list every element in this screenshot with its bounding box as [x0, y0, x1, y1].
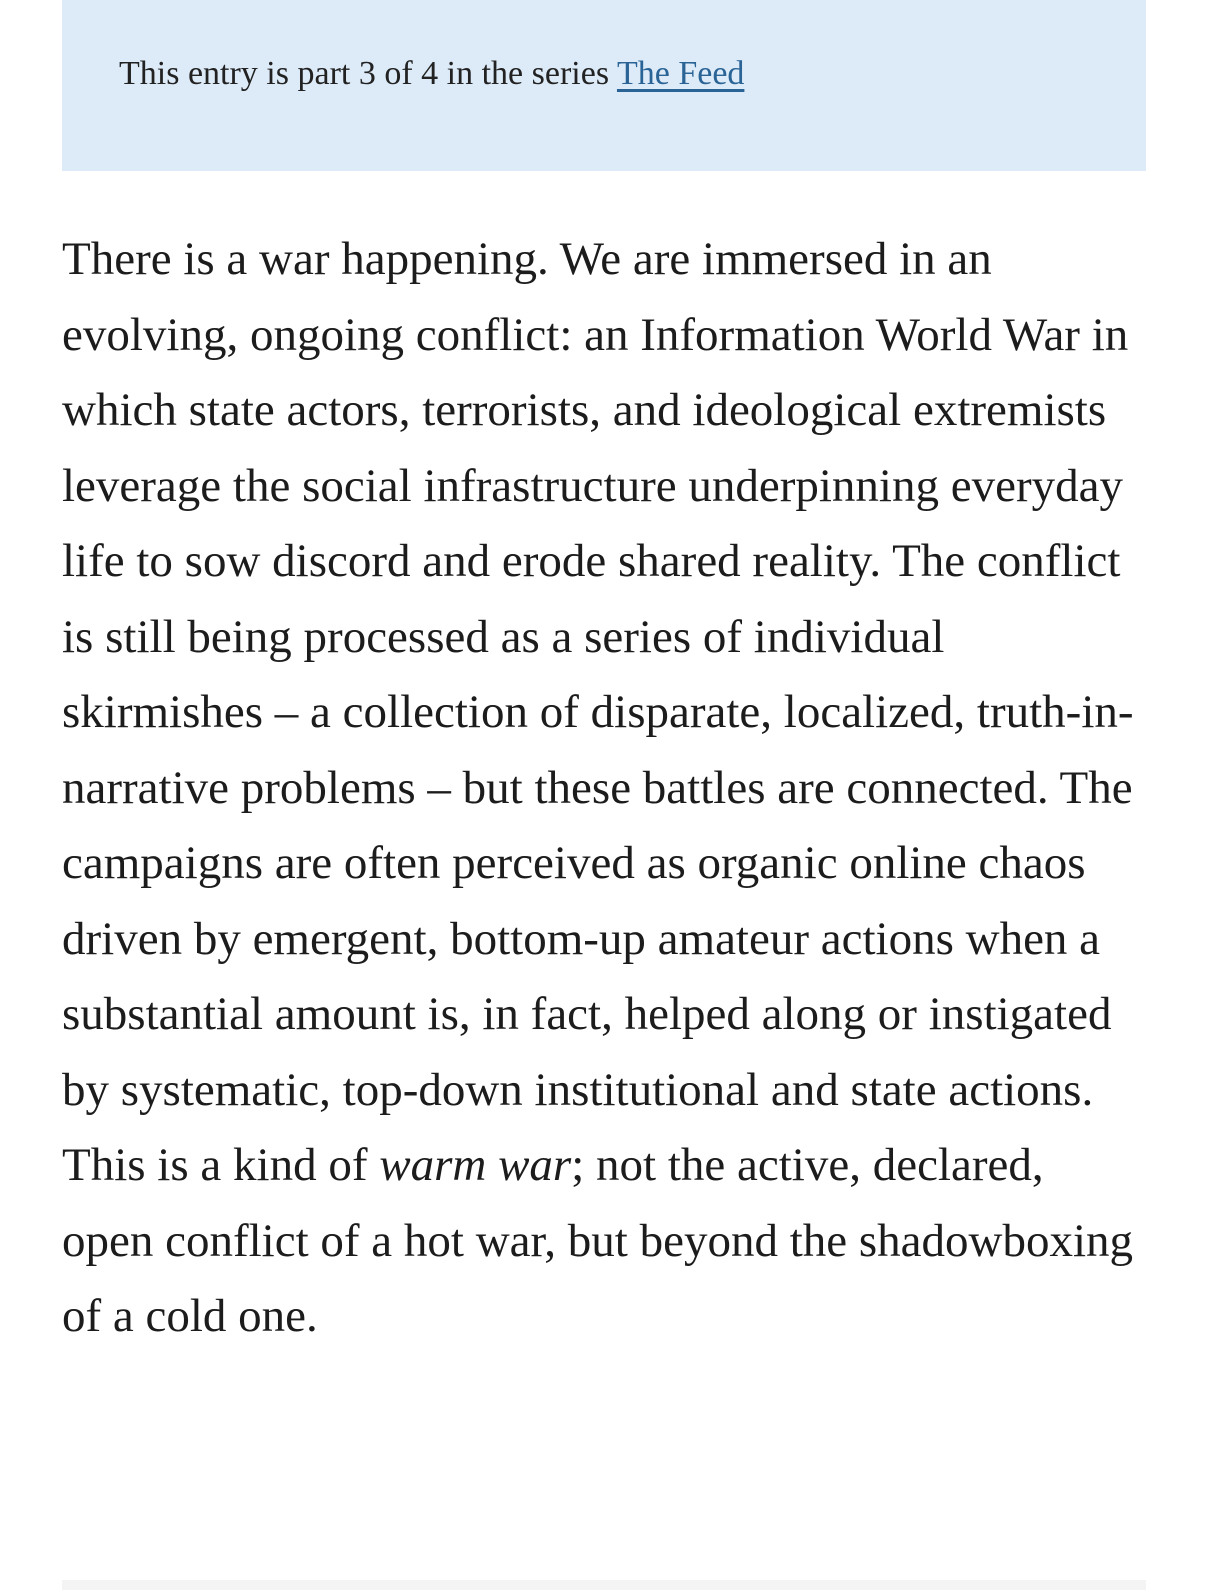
series-banner-text	[62, 0, 1146, 98]
paragraph-italic-phrase: warm war	[379, 1139, 572, 1191]
series-link[interactable]: The Feed	[616, 55, 745, 92]
next-section-box-edge	[62, 1580, 1146, 1590]
series-banner-label: This entry is part 3 of 4 in the series	[119, 55, 617, 92]
article-body	[62, 222, 1146, 1355]
article-paragraph	[62, 222, 1146, 1355]
paragraph-part-1: There is a war happening. We are immersed in an evolving, ongoing conflict: an Information World War in which state actors, terrorists, and ideological extremists leverage the social infrastructure underpinning everyday life to sow discord and erode shared reality. The conflict is still being processed as a series of individual skirmishes – a collection of disparate, localized, truth-in-narrative problems – but these battles are connected. The campaigns are often perceived as organic online chaos driven by emergent, bottom-up amateur actions when a substantial amount is, in fact, helped along or instigated by systematic, top-down institutional and state actions. This is a kind of	[62, 233, 1134, 1191]
series-banner	[62, 0, 1146, 171]
paragraph-part-2: ; not the active, declared, open conflict of a hot war, but beyond the shadowboxing of a cold one.	[62, 1139, 1134, 1342]
